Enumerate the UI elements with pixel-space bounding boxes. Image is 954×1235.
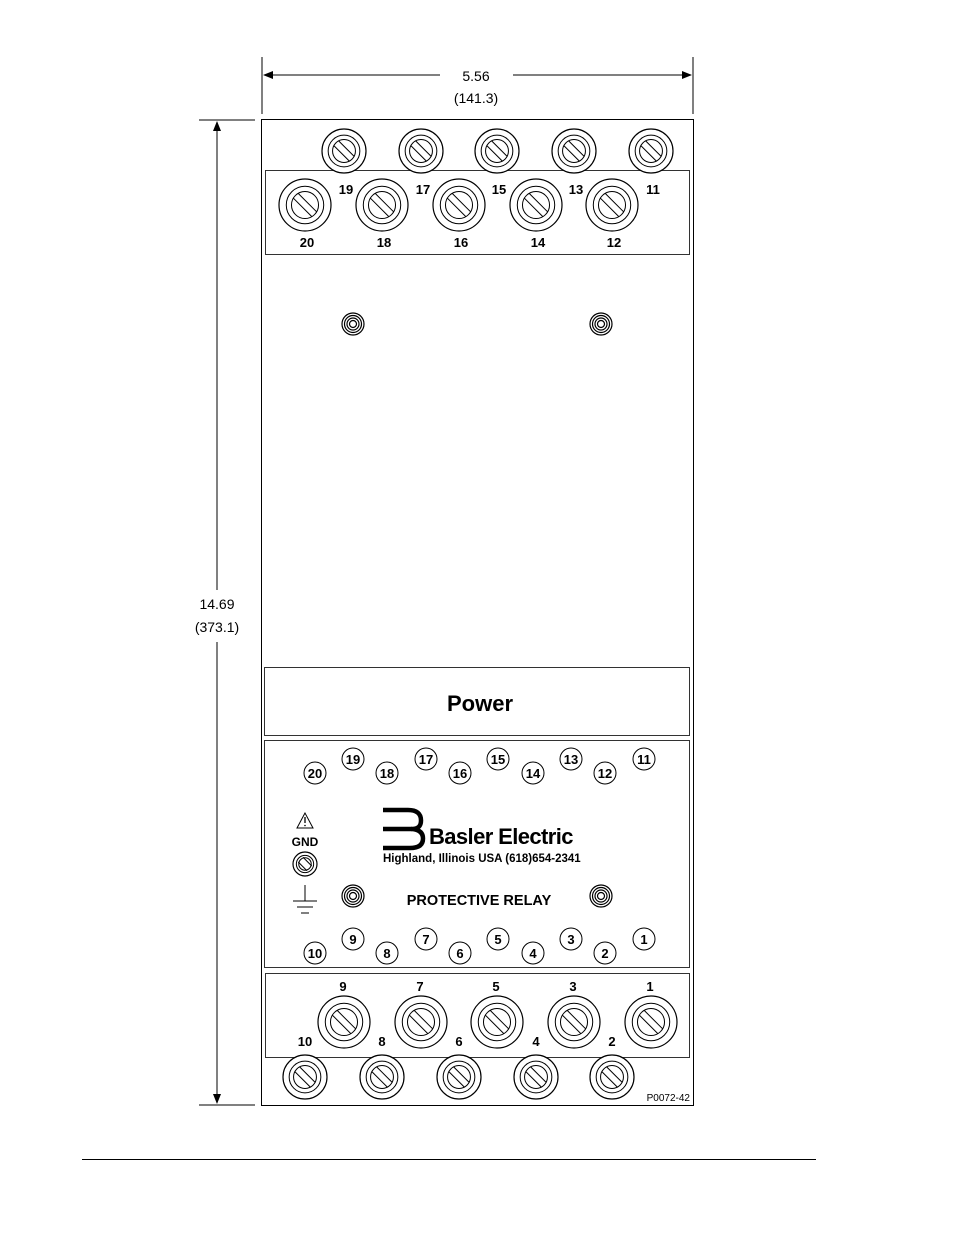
- terminal-screw-18: [356, 179, 408, 231]
- terminal-screw-12: [586, 179, 638, 231]
- terminal-label-17: 17: [415, 182, 431, 197]
- panel-circle-bottom-6: [449, 942, 471, 964]
- panel-circle-top-13-label: 13: [563, 752, 579, 767]
- warning-icon: [297, 813, 313, 828]
- mounting-stud-lower-right: [590, 885, 612, 907]
- height-mm: (373.1): [194, 619, 240, 635]
- terminal-label-13: 13: [568, 182, 584, 197]
- terminal-label-3: 3: [569, 979, 577, 994]
- brand-address: Highland, Illinois USA (618)654-2341: [383, 853, 581, 865]
- mounting-stud-upper-left: [342, 313, 364, 335]
- panel-circle-bottom-2: [594, 942, 616, 964]
- panel-circle-top-20: [304, 762, 326, 784]
- mounting-stud-lower-left: [342, 885, 364, 907]
- panel-circle-bottom-5-label: 5: [494, 932, 502, 947]
- panel-circle-top-13: [560, 748, 582, 770]
- terminal-label-6: 6: [455, 1034, 463, 1049]
- panel-circle-top-14-label: 14: [525, 766, 541, 781]
- panel-circle-top-19-label: 19: [345, 752, 361, 767]
- panel-circle-bottom-8: [376, 942, 398, 964]
- terminal-screw-7: [395, 996, 447, 1048]
- width-inches: 5.56: [462, 68, 490, 84]
- panel-circle-bottom-9: [342, 928, 364, 950]
- panel-circle-bottom-1-label: 1: [640, 932, 648, 947]
- terminal-screw-19: [322, 129, 366, 173]
- mounting-studs: [342, 313, 612, 907]
- terminal-screw-4: [514, 1055, 558, 1099]
- ground-terminal-screw: [293, 852, 317, 876]
- terminal-screw-14: [510, 179, 562, 231]
- terminal-screw-3: [548, 996, 600, 1048]
- bottom-terminals: [283, 979, 677, 1099]
- panel-circle-top-19: [342, 748, 364, 770]
- panel-circle-bottom-1: [633, 928, 655, 950]
- width-mm: (141.3): [453, 90, 499, 106]
- power-label: Power: [446, 691, 514, 716]
- terminal-screw-6: [437, 1055, 481, 1099]
- brand-name: Basler Electric: [429, 824, 573, 849]
- terminal-label-12: 12: [606, 235, 622, 250]
- panel-circle-bottom-4: [522, 942, 544, 964]
- top-terminals: [279, 129, 673, 250]
- panel-circle-bottom-5: [487, 928, 509, 950]
- terminal-label-16: 16: [453, 235, 469, 250]
- terminal-screw-13: [552, 129, 596, 173]
- gnd-label: GND: [291, 835, 319, 849]
- width-dimension: [262, 57, 693, 114]
- panel-circle-top-16-label: 16: [452, 766, 468, 781]
- panel-circle-bottom-3-label: 3: [567, 932, 575, 947]
- panel-circle-top-12-label: 12: [597, 766, 613, 781]
- terminal-screw-8: [360, 1055, 404, 1099]
- terminal-screw-17: [399, 129, 443, 173]
- terminal-label-4: 4: [532, 1034, 540, 1049]
- terminal-label-2: 2: [608, 1034, 616, 1049]
- terminal-screw-2: [590, 1055, 634, 1099]
- terminal-screw-15: [475, 129, 519, 173]
- terminal-label-14: 14: [530, 235, 546, 250]
- case-outline: [262, 120, 694, 1106]
- panel-circle-top-17-label: 17: [418, 752, 434, 767]
- panel-circle-top-11-label: 11: [637, 752, 651, 767]
- terminal-screw-1: [625, 996, 677, 1048]
- panel-circle-bottom-2-label: 2: [601, 946, 609, 961]
- panel-circle-bottom-10-label: 10: [307, 946, 323, 961]
- terminal-screw-10: [283, 1055, 327, 1099]
- terminal-label-15: 15: [491, 182, 507, 197]
- basler-logo-icon: [383, 810, 423, 848]
- panel-circle-top-14: [522, 762, 544, 784]
- panel-circle-bottom-7: [415, 928, 437, 950]
- panel-circle-bottom-8-label: 8: [383, 946, 391, 961]
- height-dimension: [195, 120, 255, 1105]
- product-label: PROTECTIVE RELAY: [406, 893, 552, 909]
- panel-circle-bottom-9-label: 9: [349, 932, 357, 947]
- terminal-screw-20: [279, 179, 331, 231]
- panel-circle-bottom-6-label: 6: [456, 946, 464, 961]
- panel-circle-bottom-4-label: 4: [529, 946, 537, 961]
- panel-circle-top-18-label: 18: [379, 766, 395, 781]
- terminal-label-9: 9: [339, 979, 347, 994]
- panel-circle-top-17: [415, 748, 437, 770]
- ground-screw: [293, 852, 317, 876]
- mounting-stud-upper-right: [590, 313, 612, 335]
- terminal-screw-9: [318, 996, 370, 1048]
- terminal-screw-11: [629, 129, 673, 173]
- panel-circle-top-11: [633, 748, 655, 770]
- panel-circle-top-20-label: 20: [307, 766, 323, 781]
- panel-circle-top-15: [487, 748, 509, 770]
- height-inches: 14.69: [199, 596, 235, 612]
- panel-circle-top-18: [376, 762, 398, 784]
- terminal-label-20: 20: [299, 235, 315, 250]
- panel-circle-top-15-label: 15: [490, 752, 506, 767]
- panel-circle-top-16: [449, 762, 471, 784]
- terminal-screw-16: [433, 179, 485, 231]
- terminal-label-7: 7: [416, 979, 424, 994]
- terminal-label-10: 10: [297, 1034, 313, 1049]
- terminal-label-18: 18: [376, 235, 392, 250]
- panel-circle-bottom-10: [304, 942, 326, 964]
- panel-circle-bottom-7-label: 7: [422, 932, 430, 947]
- terminal-screw-5: [471, 996, 523, 1048]
- terminal-label-19: 19: [338, 182, 354, 197]
- terminal-label-11: 11: [646, 182, 660, 197]
- ground-symbol-icon: [293, 885, 317, 913]
- terminal-label-8: 8: [378, 1034, 386, 1049]
- terminal-label-1: 1: [646, 979, 654, 994]
- terminal-label-5: 5: [492, 979, 500, 994]
- panel-circle-top-12: [594, 762, 616, 784]
- panel-circle-bottom-3: [560, 928, 582, 950]
- figure-id: P0072-42: [646, 1093, 690, 1104]
